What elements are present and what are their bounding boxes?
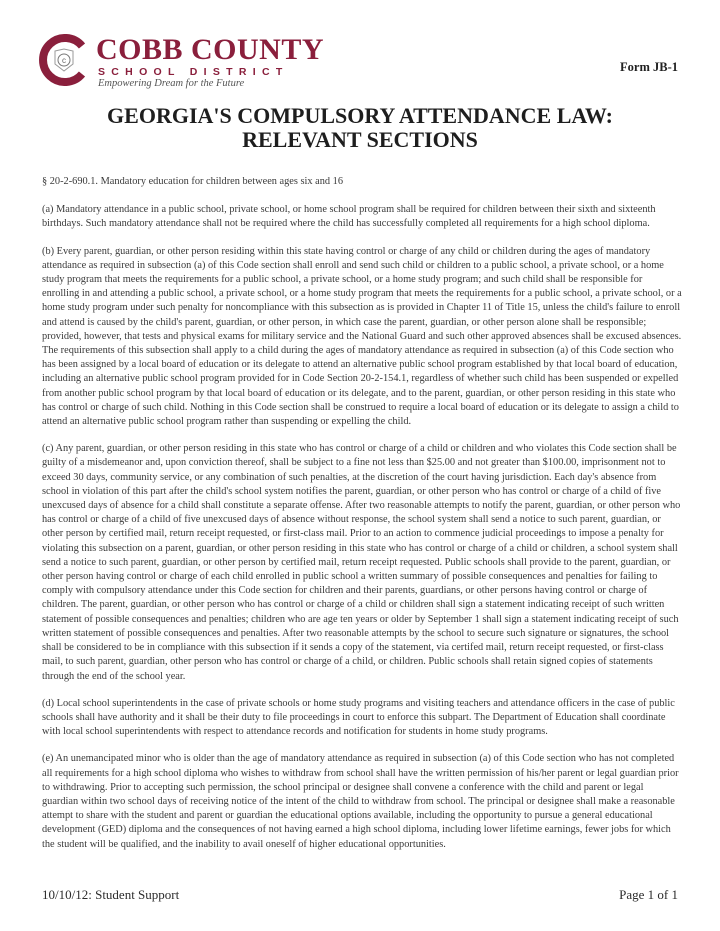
title-line-2: RELEVANT SECTIONS bbox=[242, 127, 478, 152]
logo-title: COBB COUNTY bbox=[96, 33, 325, 66]
paragraph-c: (c) Any parent, guardian, or other person residing in this state who has control or charge of a child or children and who violates this Code section shall be guilty of a misdemeanor and, upon conviction thereof, shall be subject to a fine not less than $25.00 and not greater than $100.00, imprisonment not to exceed 30 days, community service, or any combination of such penalties, at the discretion of the court having jurisdiction. Each day's absence from school in violation of this part after the child's school system notifies the parent, guardian, or other person who has control or charge of a child of five unexcused days of absence for a child shall constitute a separate offense. After two reasonable attempts to notify the parent, guardian, or other person who has control or charge of a child of five unexcused days of absence without response, the school system shall send a notice to such parent, guardian, or other person by certified mail, return receipt requested, or first-class mail. Prior to an action to commence judicial proceedings to impose a penalty for violating this subsection on a parent, guardian, or other person residing in this state who has control or charge of a child or children, a school system shall send a notice to such parent, guardian, or other person by certified mail, return receipt requested. Public schools shall provide to the parent, guardian, or other person having control or charge of each child enrolled in public school a written summary of possible consequences and penalties for failing to comply with compulsory attendance under this Code section for children and their parents, guardians, or other persons having control or charge of children. The parent, guardian, or other person who has control or charge of a child or children shall sign a statement indicating receipt of such written statement of possible consequences and penalties; children who are age ten years or older by September 1 shall sign a statement indicating receipt of such written statement of possible consequences and penalties. After two reasonable attempts by the school to secure such signature or signatures, the school shall be considered to be in compliance with this subsection if it sends a copy of the statement, via certifed mail, return receipt requested, or first-class mail, to such parent, guardian, other person who has control or charge of a child, or children. Public schools shall retain signed copies of statements through the end of the school year. bbox=[42, 443, 681, 682]
district-logo bbox=[38, 33, 325, 94]
footer-page-number: Page 1 of 1 bbox=[619, 887, 678, 902]
paragraph-b: (b) Every parent, guardian, or other person residing within this state having control or charge of any child or children during the ages of mandatory attendance as required in subsection (a) of this Code section shall enroll and send such child or children to a public school, a private school, or a home study program that meets the requirements for a public school, a private school, or a home study program; and such child shall be responsible for enrolling in and attending a public school, a private school, or a home study program that meets the requirements for a public school, a private school, or a home study program under such penalty for noncompliance with this subsection as is provided in Chapter 11 of Title 15, unless the child's failure to enroll and attend is caused by the child's parent, guardian, or other person, in which case the parent, guardian, or other person alone shall be responsible; provided, however, that tests and physical exams for military service and the National Guard and such other approved absences shall be excused absences. The requirements of this subsection shall apply to a child during the ages of mandatory attendance as required in subsection (a) of this Code section who has been assigned by a local board of education or its delegate to attend an alternative public school program established by that local board of education, including an alternative public school program provided for in Code Section 20-2-154.1, regardless of whether such child has been suspended or expelled from another public school program by that local board of education or its delegate, and to the parent, guardian, or other person residing in this state who has control or charge of such child. Nothing in this Code section shall be construed to require a local board of education or its delegate to assign a child to attend an alternative public school program rather than suspending or expelling the child. bbox=[42, 245, 682, 428]
document-body bbox=[42, 175, 682, 865]
logo-subtitle: SCHOOL DISTRICT bbox=[98, 66, 289, 78]
footer-date-dept: 10/10/12: Student Support bbox=[42, 887, 180, 902]
paragraph-e: (e) An unemancipated minor who is older than the age of mandatory attendance as required in subsection (a) of this Code section who has not completed all requirements for a high school diploma who wishes to withdraw from school shall have the written permission of his/her parent or legal guardian prior to withdrawing. Prior to accepting such permission, the school principal or designee shall convene a conference with the child and parent or legal guardian within two school days of receiving notice of the intent of the child to withdraw from school. The principal or designee shall make a reasonable attempt to share with the student and parent or guardian the educational options available, including the opportunity to pursue a general educational development (GED) diploma and the consequences of not having earned a high school diploma, including lower lifetime earnings, fewer jobs for which the student will be qualified, and the inability to avail oneself of higher educational opportunities. bbox=[42, 753, 679, 850]
svg-text:c: c bbox=[62, 56, 66, 65]
section-heading: § 20-2-690.1. Mandatory education for children between ages six and 16 bbox=[42, 176, 344, 187]
form-id: Form JB-1 bbox=[620, 60, 678, 74]
logo-tagline: Empowering Dream for the Future bbox=[98, 78, 245, 89]
paragraph-a: (a) Mandatory attendance in a public school, private school, or home school program shall be required for children between their sixth and sixteenth birthdays. Such mandatory attendance shall not be required where the child has successfully completed all requirements for a high school diploma. bbox=[42, 204, 656, 230]
paragraph-d: (d) Local school superintendents in the case of private schools or home study programs and visiting teachers and attendance officers in the case of public schools shall have authority and it shall be their duty to file proceedings in court to enforce this subpart. The Department of Education shall coordinate with local school superintendents with respect to attendance records and notification for students in home study programs. bbox=[42, 697, 675, 738]
document-title bbox=[0, 104, 720, 152]
title-line-1: GEORGIA'S COMPULSORY ATTENDANCE LAW: bbox=[107, 103, 613, 128]
cobb-logo-icon bbox=[38, 34, 90, 86]
